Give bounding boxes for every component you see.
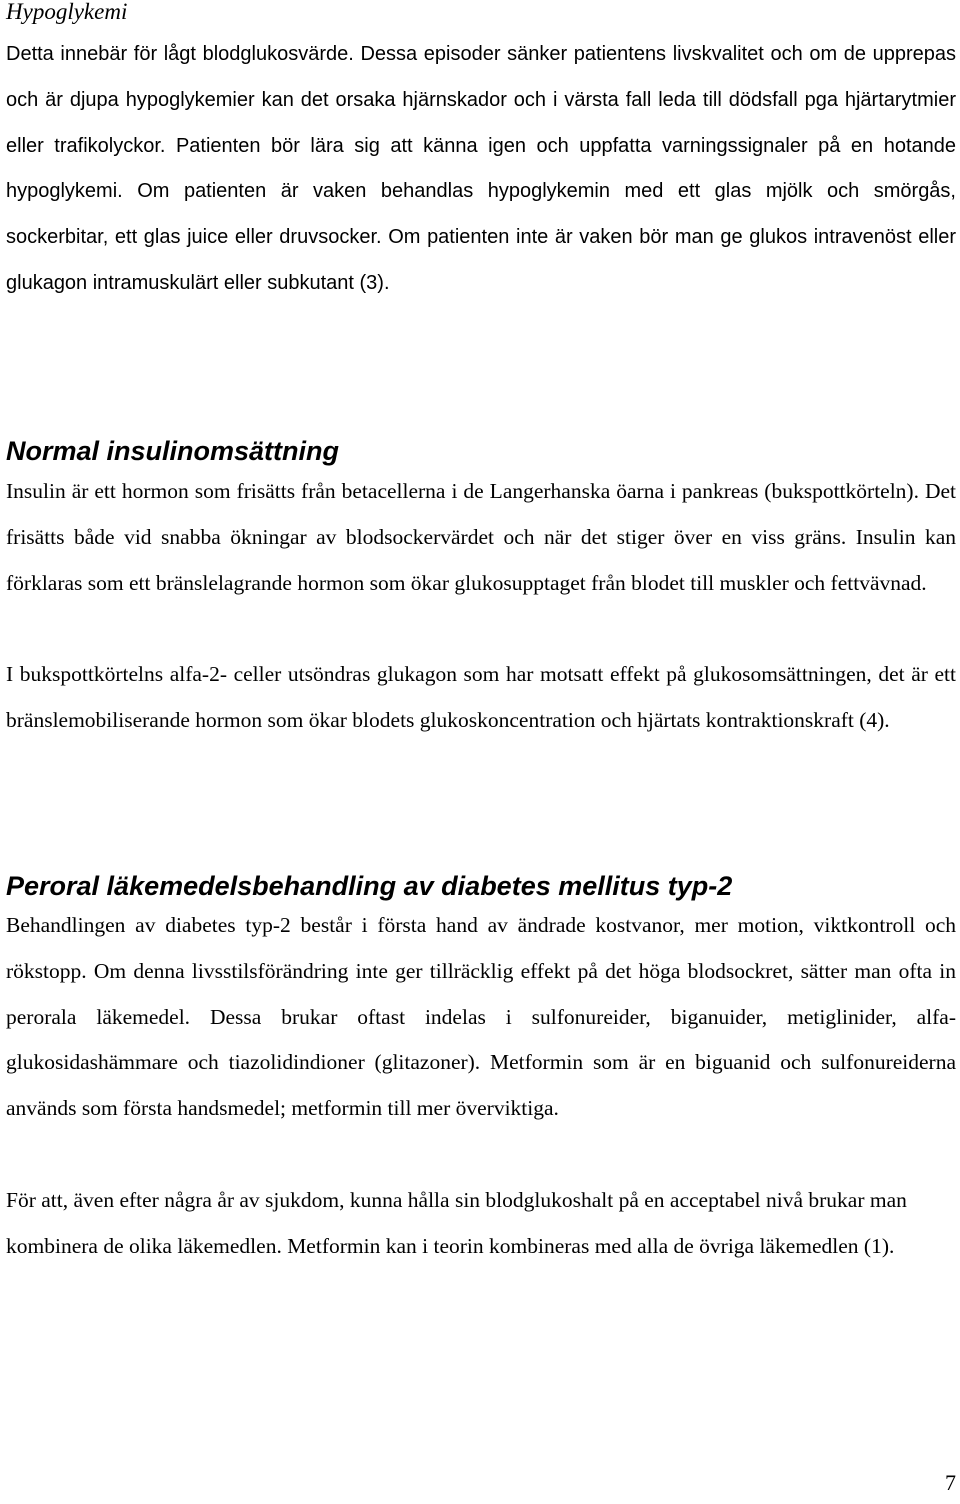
insulin-paragraph-1: Insulin är ett hormon som frisätts från betacellerna i de Langerhanska öarna i pankreas (bukspottkörteln). Det frisätts både vid snabba ökningar av blodsockervärdet och när det stiger över en viss gräns. Insulin kan förklaras som ett bränslelagrande hormon som ökar glukosupptaget från blodet till muskler och fettvävnad. (6, 479, 956, 595)
hypoglykemi-paragraph: Detta innebär för lågt blodglukosvärde. Dessa episoder sänker patientens livskvalitet och om de upprepas och är djupa hypoglykemier kan det orsaka hjärnskador och i värsta fall leda till dödsfall pga hjärtarytmier eller trafikolyckor. Patienten bör lära sig att känna igen och uppfatta varningssignaler på en hotande hypoglykemi. Om patienten är vaken behandlas hypoglykemin med ett glas mjölk och smörgås, sockerbitar, ett glas juice eller druvsocker. Om patienten inte är vaken bör man ge glukos intravenöst eller glukagon intramuskulärt eller subkutant (3). (6, 43, 956, 294)
peroral-paragraph-2: För att, även efter några år av sjukdom, kunna hålla sin blodglukoshalt på en acceptabel nivå brukar man kombinera de olika läkemedlen. Metformin kan i teorin kombineras med alla de övriga läkemedlen (1). (6, 1188, 907, 1258)
insulin-section-heading: Normal insulinomsättning (6, 436, 340, 466)
page-number: 7 (945, 1470, 956, 1495)
peroral-section-heading: Peroral läkemedelsbehandling av diabetes mellitus typ-2 (6, 871, 733, 901)
insulin-paragraph-2: I bukspottkörtelns alfa-2- celler utsöndras glukagon som har motsatt effekt på glukosomsättningen, det är ett bränslemobiliserande hormon som ökar blodets glukoskoncentration och hjärtats kontraktionskraft (4). (6, 662, 956, 732)
peroral-paragraph-1: Behandlingen av diabetes typ-2 består i första hand av ändrade kostvanor, mer motion, viktkontroll och rökstopp. Om denna livsstilsförändring inte ger tillräcklig effekt på det höga blodsockret, sätter man ofta in perorala läkemedel. Dessa brukar oftast indelas i sulfonureider, biganuider, metiglinider, alfa-glukosidashämmare och tiazolidindioner (glitazoner). Metformin som är en biguanid och sulfonureiderna används som första handsmedel; metformin till mer överviktiga. (6, 913, 956, 1121)
hypoglykemi-subheading: Hypoglykemi (6, 0, 128, 24)
